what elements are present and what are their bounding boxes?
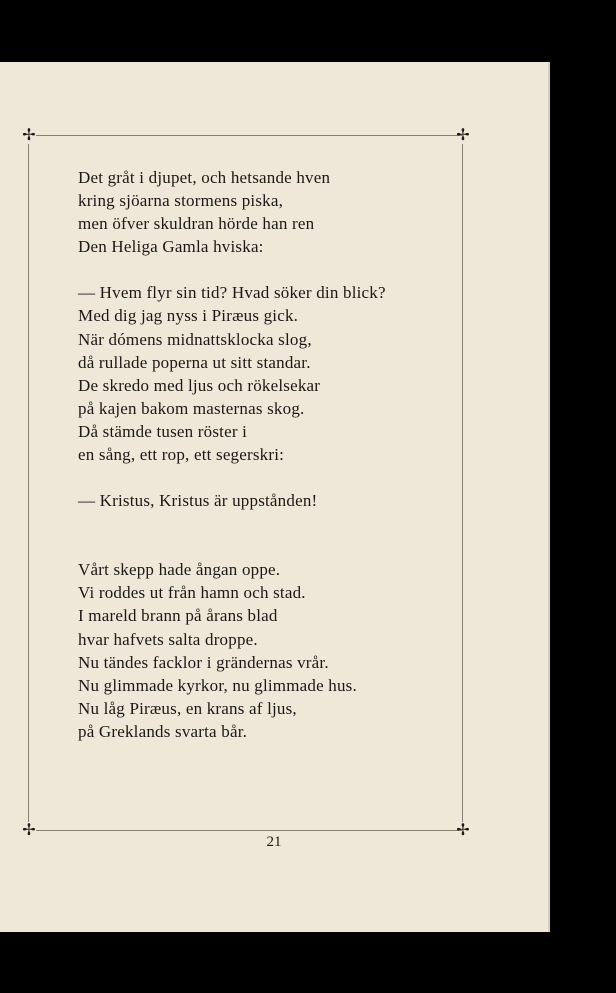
- corner-ornament-icon: ✢: [456, 820, 470, 839]
- corner-ornament-icon: ✢: [456, 125, 470, 144]
- poem-line: — Hvem flyr sin tid? Hvad söker din blick?: [78, 283, 386, 303]
- poem-line: på kajen bakom masternas skog.: [78, 398, 305, 418]
- poem-line: Nu glimmade kyrkor, nu glimmade hus.: [78, 675, 357, 695]
- page-number: 21: [266, 834, 282, 850]
- frame-right-rule: [462, 144, 463, 822]
- poem-line: Nu låg Piræus, en krans af ljus,: [78, 698, 297, 718]
- poem-line: då rullade poperna ut sitt standar.: [78, 352, 311, 372]
- corner-ornament-icon: ✢: [22, 820, 36, 839]
- poem-line: kring sjöarna stormens piska,: [78, 191, 284, 211]
- poem-line: på Greklands svarta bår.: [78, 721, 248, 741]
- stanza: [78, 166, 438, 258]
- poem-line: Nu tändes facklor i grändernas vrår.: [78, 652, 329, 672]
- stanza: [78, 281, 438, 466]
- poem-text: [78, 166, 438, 743]
- book-page: [0, 62, 550, 932]
- poem-line: men öfver skuldran hörde han ren: [78, 214, 315, 234]
- poem-line: Med dig jag nyss i Piræus gick.: [78, 306, 299, 326]
- stanza: [78, 558, 438, 743]
- poem-line: en sång, ett rop, ett segerskri:: [78, 445, 285, 465]
- corner-ornament-icon: ✢: [22, 125, 36, 144]
- poem-line: Den Heliga Gamla hviska:: [78, 237, 264, 257]
- poem-line: Det gråt i djupet, och hetsande hven: [78, 168, 331, 187]
- frame-bottom-rule: [36, 830, 462, 831]
- poem-line: I mareld brann på årans blad: [78, 606, 278, 626]
- frame-left-rule: [28, 144, 29, 822]
- frame-top-rule: [36, 135, 462, 136]
- poem-line: Vi roddes ut från hamn och stad.: [78, 583, 306, 603]
- poem-line: hvar hafvets salta droppe.: [78, 629, 258, 649]
- poem-line: — Kristus, Kristus är uppstånden!: [78, 491, 318, 511]
- poem-line: Då stämde tusen röster i: [78, 421, 248, 441]
- poem-line: Vårt skepp hade ångan oppe.: [78, 560, 281, 580]
- poem-line: De skredo med ljus och rökelsekar: [78, 375, 321, 395]
- poem-line: När dómens midnattsklocka slog,: [78, 329, 312, 349]
- stanza: [78, 489, 438, 512]
